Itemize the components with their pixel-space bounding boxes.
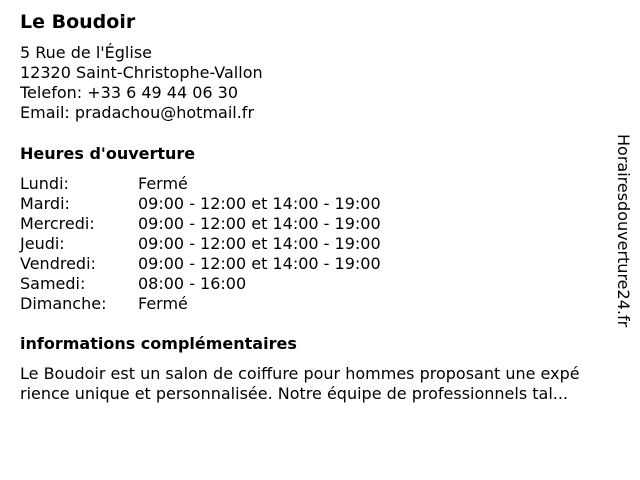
description-text bbox=[20, 364, 630, 404]
hours-day: Jeudi: bbox=[20, 234, 65, 253]
hours-day: Vendredi: bbox=[20, 254, 96, 273]
site-watermark: Horairesdouverture24.fr bbox=[614, 134, 633, 328]
hours-time: Fermé bbox=[138, 174, 188, 193]
hours-day: Dimanche: bbox=[20, 294, 107, 313]
hours-time: 09:00 - 12:00 et 14:00 - 19:00 bbox=[138, 194, 381, 213]
hours-time: 09:00 - 12:00 et 14:00 - 19:00 bbox=[138, 214, 381, 233]
description-line: rience unique et personnalisée. Notre équipe de professionnels tal... bbox=[20, 384, 569, 403]
hours-time: 09:00 - 12:00 et 14:00 - 19:00 bbox=[138, 254, 381, 273]
address-street: 5 Rue de l'Église bbox=[20, 43, 152, 62]
contact-block bbox=[20, 43, 263, 123]
hours-heading: Heures d'ouverture bbox=[20, 144, 196, 163]
hours-day: Lundi: bbox=[20, 174, 69, 193]
description-line: Le Boudoir est un salon de coiffure pour hommes proposant une expé bbox=[20, 364, 580, 383]
phone-line: Telefon: +33 6 49 44 06 30 bbox=[20, 83, 239, 102]
email-line: Email: pradachou@hotmail.fr bbox=[20, 103, 255, 122]
business-info-card bbox=[20, 0, 630, 480]
hours-day: Samedi: bbox=[20, 274, 86, 293]
hours-day: Mardi: bbox=[20, 194, 70, 213]
hours-day: Mercredi: bbox=[20, 214, 95, 233]
address-city: 12320 Saint-Christophe-Vallon bbox=[20, 63, 263, 82]
info-heading: informations complémentaires bbox=[20, 334, 297, 353]
hours-time: 09:00 - 12:00 et 14:00 - 19:00 bbox=[138, 234, 381, 253]
business-name: Le Boudoir bbox=[20, 11, 136, 33]
hours-time: Fermé bbox=[138, 294, 188, 313]
hours-time: 08:00 - 16:00 bbox=[138, 274, 247, 293]
